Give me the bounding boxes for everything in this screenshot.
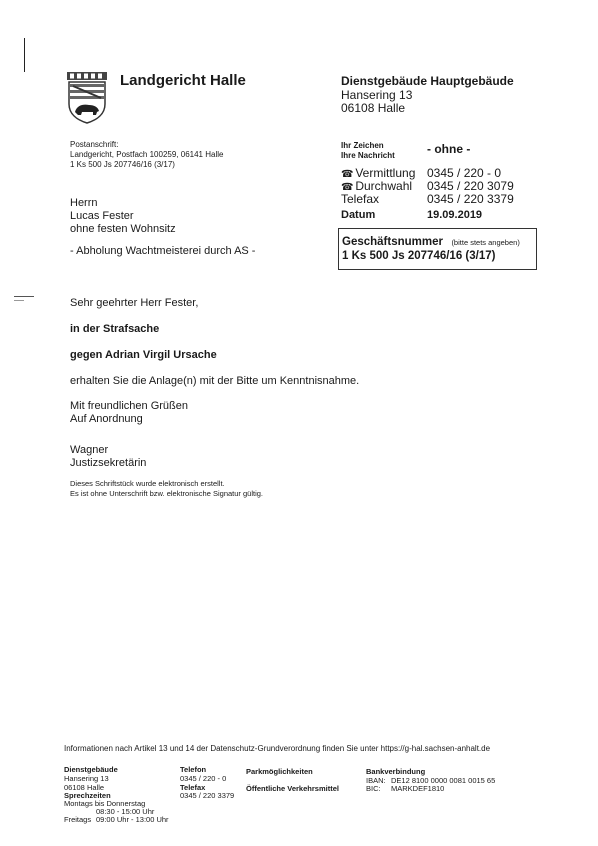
durchwahl-label: Durchwahl (355, 179, 413, 193)
margin-mark (24, 38, 25, 72)
datum-value: 19.09.2019 (427, 209, 483, 221)
postal-label: Postanschrift: (70, 140, 119, 149)
office-label: Dienstgebäude Hauptgebäude (341, 74, 514, 88)
footer-phone-label: Telefon (180, 765, 207, 774)
phone-icon: ☎ (341, 182, 354, 193)
reference-header (342, 232, 520, 250)
notice1: Dieses Schriftstück wurde elektronisch erstellt. (70, 479, 225, 488)
closing1: Mit freundlichen Grüßen (70, 400, 188, 412)
footer-bic-label: BIC: (366, 784, 381, 793)
recipient-salutation: Herrn (70, 197, 98, 209)
recipient-address: ohne festen Wohnsitz (70, 223, 176, 235)
footer-parking-label: Parkmöglichkeiten (246, 767, 313, 776)
footer-hours-days2: Freitags (64, 815, 92, 824)
court-name: Landgericht Halle (120, 72, 246, 89)
notice2: Es ist ohne Unterschrift bzw. elektronische Signatur gültig. (70, 489, 264, 498)
fold-mark-short (14, 300, 24, 301)
signer-title: Justizsekretärin (70, 457, 147, 469)
footer-iban-label: IBAN: (366, 776, 386, 785)
footer-building-label: Dienstgebäude (64, 765, 118, 774)
footer-hours-time1: 08:30 - 15:00 Uhr (96, 807, 155, 816)
footer-transit-label: Öffentliche Verkehrsmittel (246, 784, 339, 793)
telefax-value: 0345 / 220 3379 (427, 192, 514, 206)
reference-hint: (bitte stets angeben) (451, 238, 520, 247)
footer-bank-label: Bankverbindung (366, 767, 426, 776)
footer-hours-label: Sprechzeiten (64, 791, 111, 800)
privacy-notice: Informationen nach Artikel 13 und 14 der Datenschutz-Grundverordnung finden Sie unter https://g-hal.sachsen-anhalt.de (64, 744, 491, 753)
reference-number: 1 Ks 500 Js 207746/16 (3/17) (342, 250, 496, 262)
footer-phone-value: 0345 / 220 - 0 (180, 774, 227, 783)
signer: Wagner (70, 444, 109, 456)
vermittlung-value: 0345 / 220 - 0 (427, 166, 502, 180)
reference-label: Geschäftsnummer (342, 236, 443, 248)
footer-hours-time2: 09:00 Uhr - 13:00 Uhr (96, 815, 169, 824)
ihre-nachricht-label: Ihre Nachricht (341, 151, 395, 160)
greeting: Sehr geehrter Herr Fester, (70, 297, 199, 309)
closing2: Auf Anordnung (70, 413, 143, 425)
office-street: Hansering 13 (341, 88, 413, 102)
datum-label: Datum (341, 209, 376, 221)
ihr-zeichen-value: - ohne - (427, 142, 471, 156)
durchwahl-value: 0345 / 220 3079 (427, 179, 514, 193)
vermittlung-label: Vermittlung (355, 166, 416, 180)
footer-fax-label: Telefax (180, 783, 206, 792)
case-line1: in der Strafsache (70, 323, 160, 335)
office-city: 06108 Halle (341, 101, 406, 115)
footer-iban-value: DE12 8100 0000 0081 0015 65 (391, 776, 496, 785)
phone-icon: ☎ (341, 169, 354, 180)
footer-bic-value: MARKDEF1810 (391, 784, 445, 793)
ihr-zeichen-label: Ihr Zeichen (341, 141, 384, 150)
footer-fax-value: 0345 / 220 3379 (180, 791, 235, 800)
footer-building-city: 06108 Halle (64, 783, 105, 792)
footer-building-street: Hansering 13 (64, 774, 109, 783)
telefax-label: Telefax (341, 192, 380, 206)
message: erhalten Sie die Anlage(n) mit der Bitte um Kenntnisnahme. (70, 375, 360, 387)
coat-of-arms-icon (67, 72, 107, 124)
footer-hours-days1: Montags bis Donnerstag (64, 799, 146, 808)
recipient-name: Lucas Fester (70, 210, 134, 222)
case-line2: gegen Adrian Virgil Ursache (70, 349, 217, 361)
fold-mark (14, 296, 34, 297)
postal-line1: Landgericht, Postfach 100259, 06141 Halle (70, 150, 224, 159)
delivery-note: - Abholung Wachtmeisterei durch AS - (70, 245, 256, 257)
postal-line2: 1 Ks 500 Js 207746/16 (3/17) (70, 160, 175, 169)
